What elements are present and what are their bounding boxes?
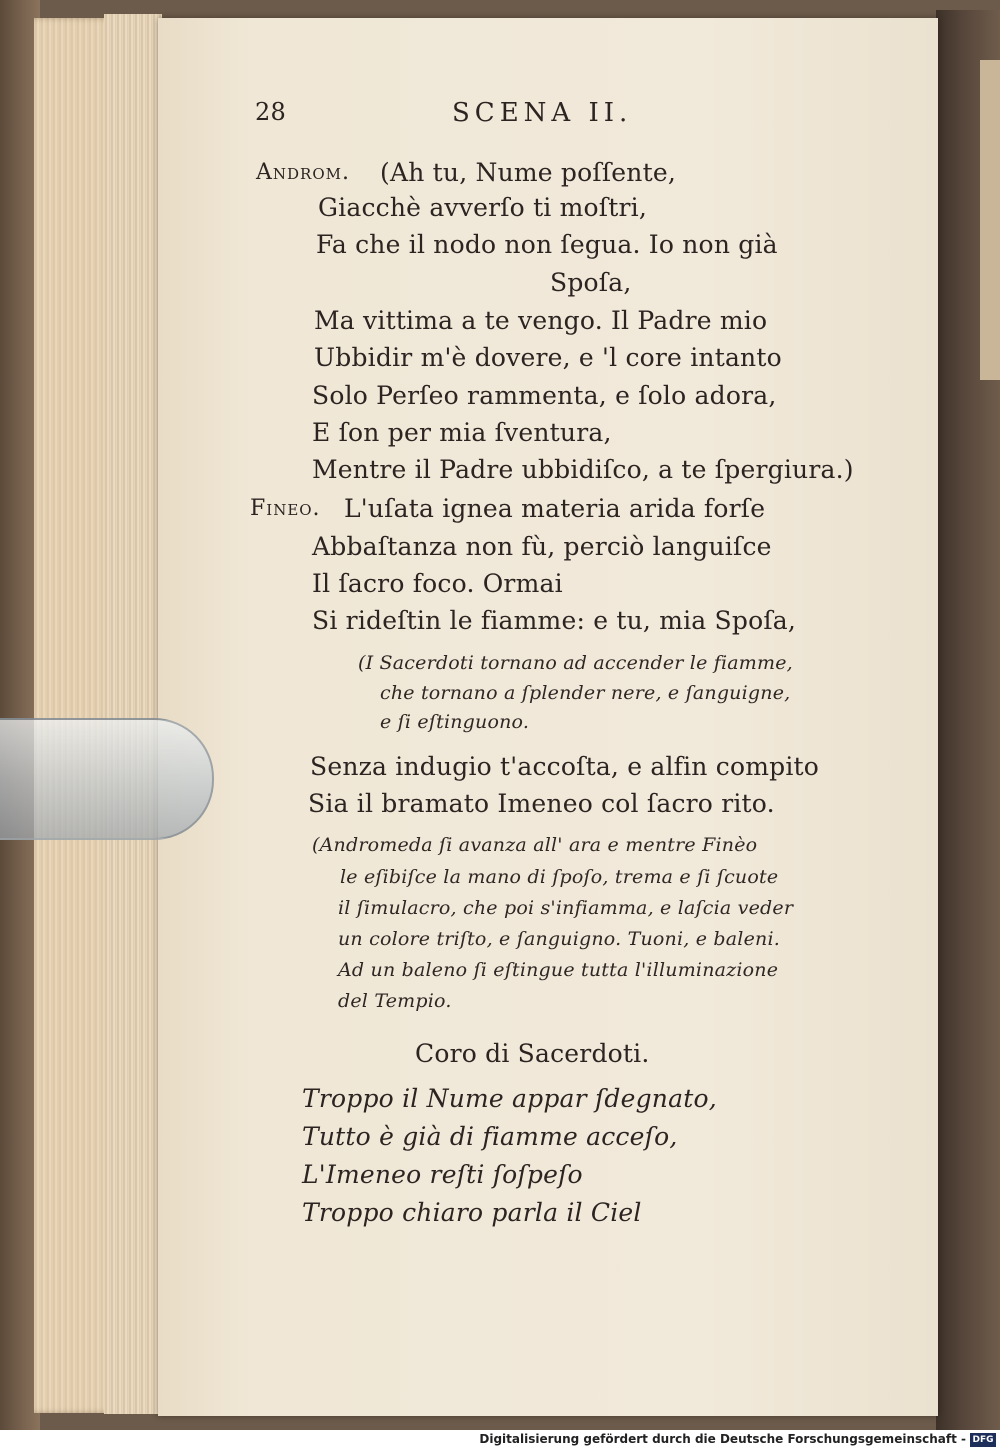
verse-line: Si rideſtin le fiamme: e tu, mia Spoſa, (312, 606, 797, 635)
speaker-fineo: Fineo. (250, 496, 321, 521)
verse-line: Giacchè avverſo ti moſtri, (318, 193, 648, 222)
verse-line: Il ſacro foco. Ormai (312, 569, 563, 598)
stage-direction-line: (I Sacerdoti tornano ad accender le fiamme, (358, 652, 793, 674)
verse-line: Solo Perſeo rammenta, e ſolo adora, (312, 381, 777, 410)
verse-line: Fa che il nodo non ſegua. Io non già (316, 230, 778, 259)
verse-line: Ubbidir m'è dovere, e 'l core intanto (314, 343, 782, 372)
verse-line: L'uſata ignea materia arida forſe (344, 494, 766, 523)
verse-line: Abbaſtanza non fù, perciò languiſce (312, 532, 772, 561)
scene-title: SCENA II. (452, 98, 633, 128)
stage-direction-line: (Andromeda ſi avanza all' ara e mentre Finèo (312, 834, 758, 856)
chorus-line: Troppo il Nume appar ſdegnato, (302, 1084, 717, 1113)
dfg-logo: DFG (970, 1433, 996, 1447)
verse-line: Senza indugio t'accoſta, e alfin compito (310, 752, 820, 781)
chorus-line: Troppo chiaro parla il Ciel (302, 1198, 642, 1227)
speaker-androm: Androm. (256, 160, 350, 185)
stage-direction-line: le eſibiſce la mano di ſpoſo, trema e ſi ſcuote (340, 866, 779, 888)
digitization-credit: Digitalisierung gefördert durch die Deutsche Forschungsgemeinschaft - (479, 1432, 966, 1446)
stage-direction-line: un colore triſto, e ſanguigno. Tuoni, e baleni. (338, 928, 780, 950)
facing-page-strip (980, 60, 1000, 380)
stage-direction-line: che tornano a ſplender nere, e ſanguigne, (380, 682, 791, 704)
glass-page-holder (0, 718, 214, 840)
page-number: 28 (255, 98, 286, 126)
verse-line: Mentre il Padre ubbidiſco, a te ſpergiura.) (312, 455, 854, 484)
chorus-line: L'Imeneo reſti ſoſpeſo (302, 1160, 583, 1189)
stage-direction-line: Ad un baleno ſi eſtingue tutta l'illuminazione (338, 959, 779, 981)
verse-line: Sia il bramato Imeneo col ſacro rito. (308, 789, 775, 818)
stage-direction-line: del Tempio. (338, 990, 452, 1012)
stage-direction-line: il ſimulacro, che poi s'infiamma, e laſcia veder (338, 897, 794, 919)
verse-line: Spoſa, (550, 268, 632, 297)
stage-direction-line: e ſi eſtinguono. (380, 711, 530, 733)
verse-line: Ma vittima a te vengo. Il Padre mio (314, 306, 768, 335)
chorus-line: Tutto è già di fiamme acceſo, (302, 1122, 678, 1151)
verse-line: (Ah tu, Nume poſſente, (380, 158, 676, 187)
chorus-heading: Coro di Sacerdoti. (415, 1039, 650, 1068)
page-stack-inner (104, 14, 162, 1414)
verse-line: E ſon per mia ſventura, (312, 418, 612, 447)
